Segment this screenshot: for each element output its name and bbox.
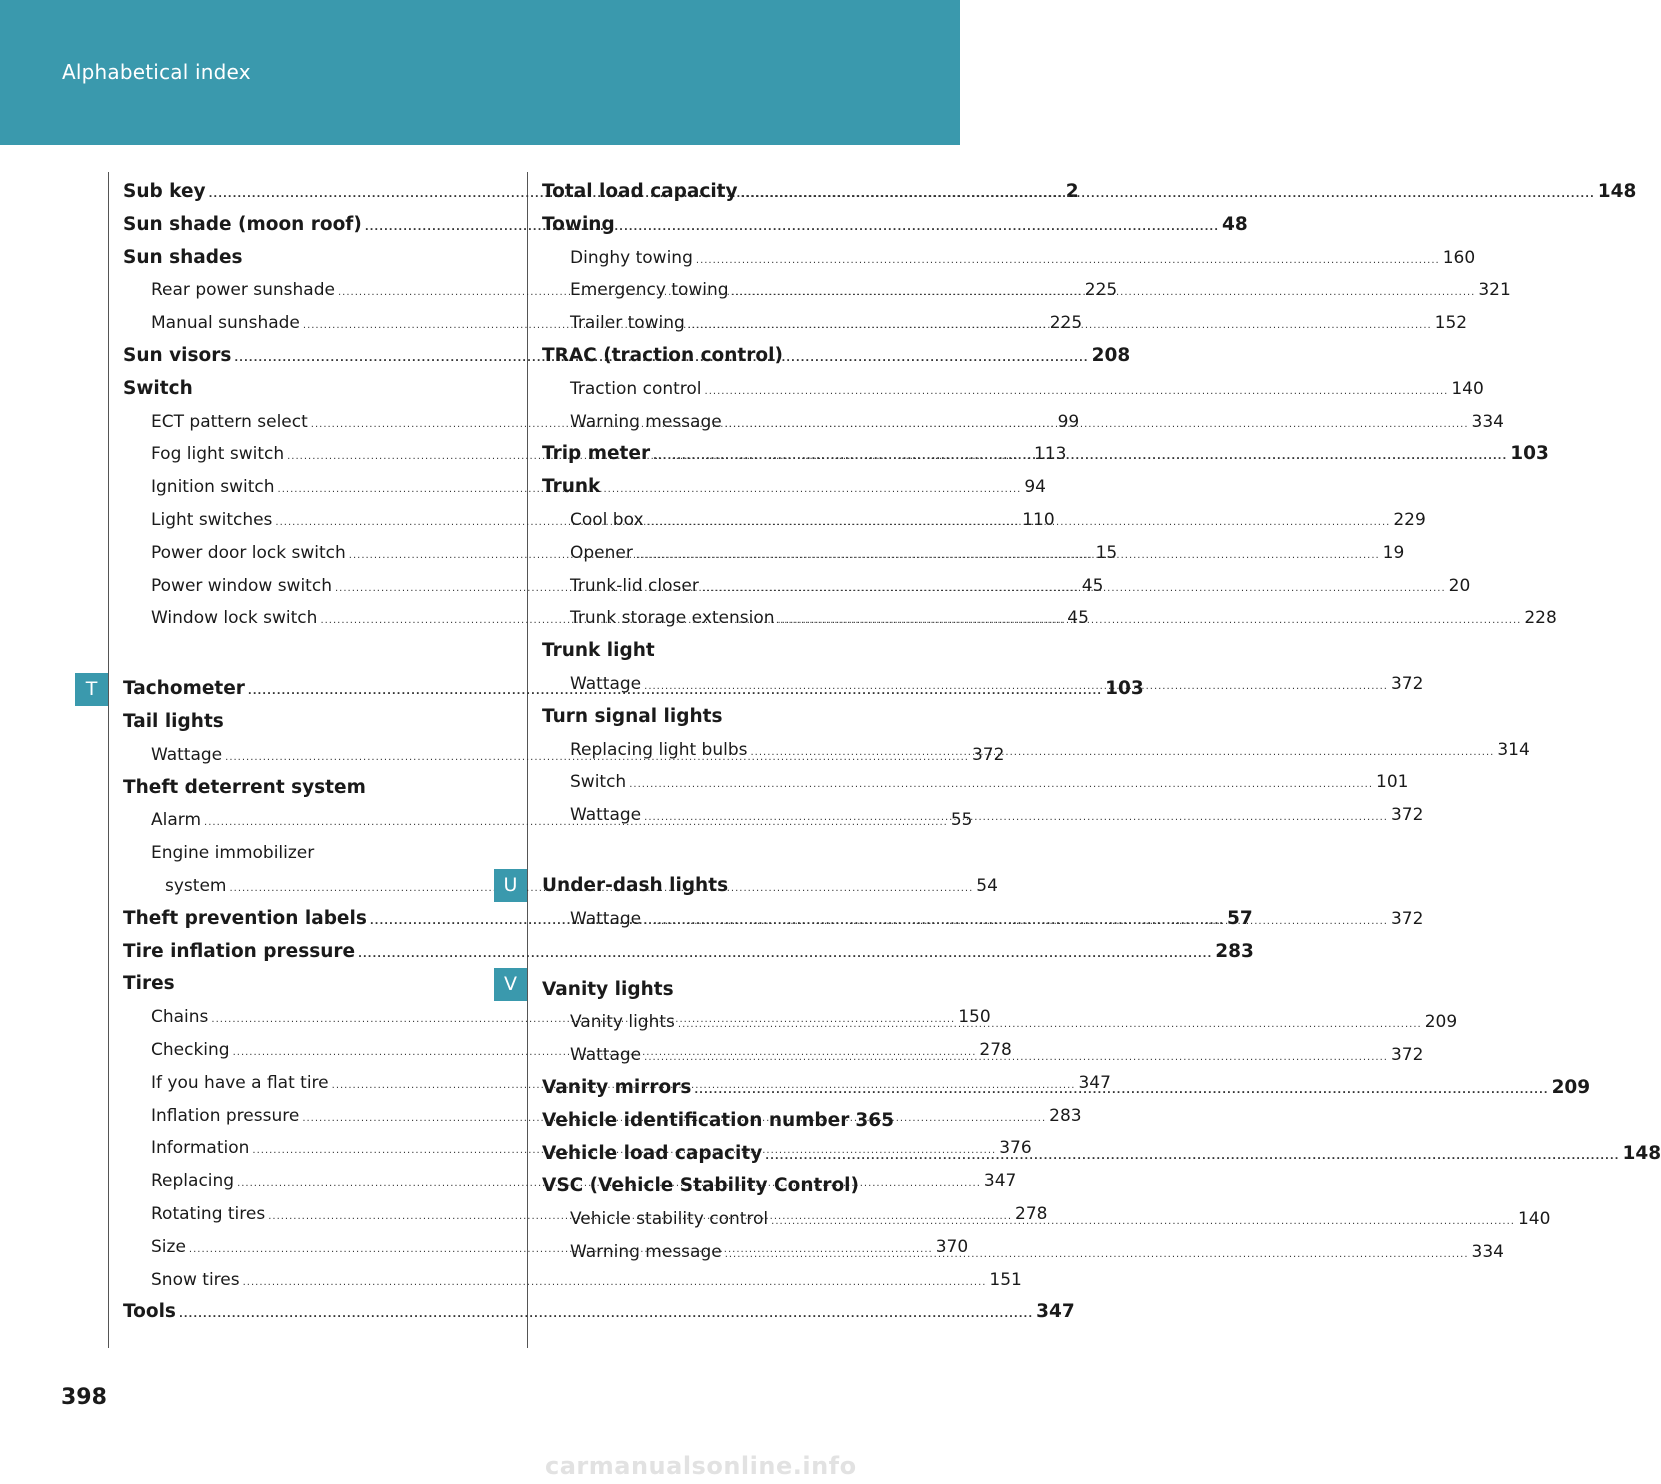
entry-label: Inflation pressure: [151, 1105, 300, 1126]
index-entry[interactable]: [542, 1105, 894, 1138]
entry-label: Trailer towing: [570, 313, 685, 334]
entry-label: Vehicle identification number: [542, 1109, 850, 1131]
entry-page-number: 347: [1078, 1072, 1111, 1093]
entry-page-number: 54: [976, 875, 998, 896]
index-entry[interactable]: [542, 870, 872, 903]
entry-label: Total load capacity: [542, 181, 738, 202]
entry-page-number: 2: [1065, 181, 1079, 202]
entry-page-number: 225: [1084, 280, 1118, 301]
dot-leader: [653, 441, 1507, 474]
entry-page-number: 20: [1448, 575, 1471, 596]
entry-page-number: 152: [1434, 313, 1468, 334]
entry-page-number: 45: [1067, 608, 1089, 629]
header-title: Alphabetical index: [62, 60, 251, 84]
entry-page-number: 372: [971, 744, 1005, 765]
entry-label: Vanity mirrors: [542, 1076, 692, 1098]
dot-leader: [694, 1075, 1548, 1108]
entry-label: Traction control: [570, 378, 702, 399]
entry-page-number: 370: [935, 1236, 969, 1257]
dot-leader: [732, 277, 1476, 310]
entry-label: Tachometer: [123, 678, 245, 700]
entry-label: Wattage: [570, 805, 642, 826]
entry-label: Theft prevention labels: [123, 907, 367, 929]
entry-label: Replacing light bulbs: [570, 739, 748, 760]
index-entry[interactable]: [542, 176, 1637, 209]
entry-page-number: 278: [1015, 1203, 1048, 1224]
dot-leader: [741, 179, 1595, 212]
entry-label: Engine immobilizer: [151, 843, 315, 864]
dot-leader: [644, 906, 1388, 939]
entry-label: Wattage: [570, 673, 642, 694]
index-entry[interactable]: [542, 471, 872, 504]
entry-label: Vanity lights: [570, 1012, 675, 1033]
entry-page-number: 208: [1091, 344, 1131, 366]
dot-leader: [702, 573, 1446, 606]
entry-page-number: 278: [979, 1039, 1012, 1060]
index-entry[interactable]: [123, 373, 453, 406]
entry-label: VSC (Vehicle Stability Control): [542, 1175, 859, 1197]
entry-page-number: 99: [1057, 411, 1080, 432]
dot-leader: [778, 605, 1522, 638]
entry-page-number: 283: [1049, 1105, 1082, 1126]
entry-label: Size: [151, 1236, 186, 1257]
entry-page-number: 101: [1376, 772, 1409, 793]
entry-label: Checking: [151, 1039, 230, 1060]
entry-label: Switch: [570, 772, 627, 793]
entry-page-number: 347: [1036, 1301, 1075, 1323]
section-tab-t: T: [75, 673, 108, 706]
watermark: carmanualsonline.info: [545, 1452, 857, 1480]
entry-label: ECT pattern select: [151, 411, 308, 432]
index-entry[interactable]: [123, 706, 453, 739]
index-entry[interactable]: [542, 974, 872, 1007]
section-tab-v: V: [494, 968, 527, 1001]
index-entry[interactable]: [542, 1170, 872, 1203]
index-entry[interactable]: [542, 373, 1484, 406]
index-entry[interactable]: [542, 766, 1409, 799]
entry-label: Theft deterrent system: [123, 776, 366, 798]
entry-label: Power door lock switch: [151, 542, 346, 563]
dot-leader: [644, 671, 1388, 704]
entry-label: Ignition switch: [151, 477, 275, 498]
entry-page-number: 148: [1597, 181, 1637, 202]
entry-page-number: 372: [1390, 908, 1424, 929]
entry-page-number: 15: [1095, 542, 1118, 563]
entry-page-number: 365: [855, 1109, 894, 1131]
section-gap: [542, 832, 872, 870]
entry-label: Trunk storage extension: [570, 608, 775, 629]
entry-page-number: 48: [1222, 213, 1248, 235]
entry-page-number: 55: [950, 810, 973, 831]
dot-leader: [751, 737, 1495, 770]
entry-page-number: 334: [1471, 411, 1504, 432]
dot-leader: [647, 507, 1391, 540]
entry-page-number: 103: [1510, 443, 1549, 465]
entry-page-number: 283: [1215, 940, 1254, 962]
index-entry[interactable]: [542, 701, 872, 734]
entry-page-number: 45: [1081, 575, 1104, 596]
index-entry[interactable]: [123, 1264, 1022, 1297]
entry-label: Power window switch: [151, 575, 332, 596]
entry-page-number: 376: [999, 1138, 1032, 1159]
entry-label: Vehicle load capacity: [542, 1142, 763, 1164]
entry-label: Alarm: [151, 810, 202, 831]
index-entry[interactable]: [542, 635, 872, 668]
dot-leader: [688, 310, 1432, 343]
entry-page-number: 140: [1517, 1209, 1551, 1230]
entry-label: Chains: [151, 1007, 209, 1028]
entry-label: Manual sunshade: [151, 313, 300, 334]
entry-page-number: 113: [1033, 444, 1067, 465]
page-header: [0, 0, 960, 145]
entry-label: Tire inflation pressure: [123, 940, 356, 962]
page-number: 398: [61, 1385, 107, 1410]
dot-leader: [771, 1206, 1515, 1239]
entry-label: Trunk light: [542, 640, 655, 662]
index-entry[interactable]: [123, 936, 1254, 969]
entry-page-number: 19: [1382, 542, 1405, 563]
dot-leader: [644, 802, 1388, 835]
entry-label: Wattage: [570, 908, 642, 929]
entry-page-number: 229: [1393, 509, 1426, 530]
entry-label: Opener: [570, 542, 633, 563]
entry-label: If you have a flat tire: [151, 1072, 329, 1093]
entry-label: Emergency towing: [570, 280, 729, 301]
entry-page-number: 110: [1022, 509, 1055, 530]
entry-label: Rotating tires: [151, 1203, 266, 1224]
entry-label: Trunk: [542, 476, 601, 498]
entry-label: Switch: [123, 377, 193, 399]
dot-leader: [705, 376, 1449, 409]
entry-label: Warning message: [570, 411, 722, 432]
left-column-rule: [108, 172, 109, 1348]
dot-leader: [179, 1299, 1033, 1332]
index-entry[interactable]: [123, 968, 453, 1001]
dot-leader: [678, 1009, 1422, 1042]
dot-leader: [636, 540, 1380, 573]
entry-page-number: 347: [983, 1171, 1017, 1192]
entry-page-number: 372: [1390, 1045, 1424, 1066]
dot-leader: [725, 409, 1469, 442]
entry-page-number: 94: [1024, 477, 1046, 498]
entry-label: Under-dash lights: [542, 874, 729, 896]
entry-page-number: 225: [1049, 313, 1083, 334]
section-tab-u: U: [494, 869, 527, 902]
dot-leader: [696, 245, 1440, 278]
entry-label: Light switches: [151, 509, 273, 530]
dot-leader: [644, 1042, 1388, 1075]
entry-page-number: 228: [1524, 608, 1557, 629]
entry-label: TRAC (traction control): [542, 344, 783, 366]
entry-page-number: 334: [1471, 1241, 1504, 1262]
entry-label: Turn signal lights: [542, 705, 723, 727]
entry-page-number: 151: [989, 1269, 1022, 1290]
entry-label: Fog light switch: [151, 444, 285, 465]
entry-label: Rear power sunshade: [151, 280, 335, 301]
entry-label: system: [165, 875, 227, 896]
entry-page-number: 150: [958, 1007, 991, 1028]
entry-label: Trip meter: [542, 443, 651, 465]
entry-label: Sub key: [123, 181, 206, 202]
index-entry[interactable]: [123, 837, 453, 870]
entry-page-number: 314: [1497, 739, 1530, 760]
entry-label: Trunk-lid closer: [570, 575, 699, 596]
entry-page-number: 57: [1227, 907, 1253, 929]
entry-label: Sun visors: [123, 344, 232, 366]
entry-page-number: 140: [1451, 378, 1484, 399]
entry-page-number: 209: [1551, 1076, 1591, 1098]
entry-label: Snow tires: [151, 1269, 240, 1290]
entry-label: Dinghy towing: [570, 247, 693, 268]
index-entry[interactable]: [123, 242, 453, 275]
entry-label: Wattage: [570, 1045, 642, 1066]
entry-label: Replacing: [151, 1171, 235, 1192]
entry-label: Vehicle stability control: [570, 1209, 769, 1230]
entry-label: Tools: [123, 1301, 176, 1323]
entry-page-number: 103: [1105, 678, 1144, 700]
dot-leader: [725, 1239, 1469, 1272]
entry-page-number: 321: [1478, 280, 1511, 301]
entry-page-number: 160: [1442, 247, 1476, 268]
entry-label: Towing: [542, 213, 615, 235]
entry-page-number: 148: [1622, 1142, 1661, 1164]
dot-leader: [629, 769, 1373, 802]
entry-label: Tail lights: [123, 710, 224, 732]
dot-leader: [765, 1141, 1619, 1174]
index-entry[interactable]: [123, 1296, 1075, 1329]
section-gap: [542, 936, 872, 974]
entry-page-number: 372: [1390, 673, 1424, 694]
entry-label: Sun shades: [123, 246, 243, 268]
section-gap: [123, 635, 453, 673]
index-entry[interactable]: [542, 242, 1476, 275]
entry-label: Information: [151, 1138, 250, 1159]
entry-label: Tires: [123, 973, 175, 995]
index-entry[interactable]: [542, 340, 872, 373]
entry-label: Window lock switch: [151, 608, 318, 629]
entry-label: Cool box: [570, 509, 644, 530]
entry-label: Warning message: [570, 1241, 722, 1262]
entry-page-number: 372: [1390, 805, 1424, 826]
entry-label: Wattage: [151, 744, 223, 765]
entry-page-number: 209: [1424, 1012, 1458, 1033]
entry-label: Vanity lights: [542, 978, 674, 1000]
index-entry[interactable]: [542, 209, 872, 242]
index-entry[interactable]: [123, 772, 453, 805]
entry-label: Sun shade (moon roof): [123, 213, 362, 235]
